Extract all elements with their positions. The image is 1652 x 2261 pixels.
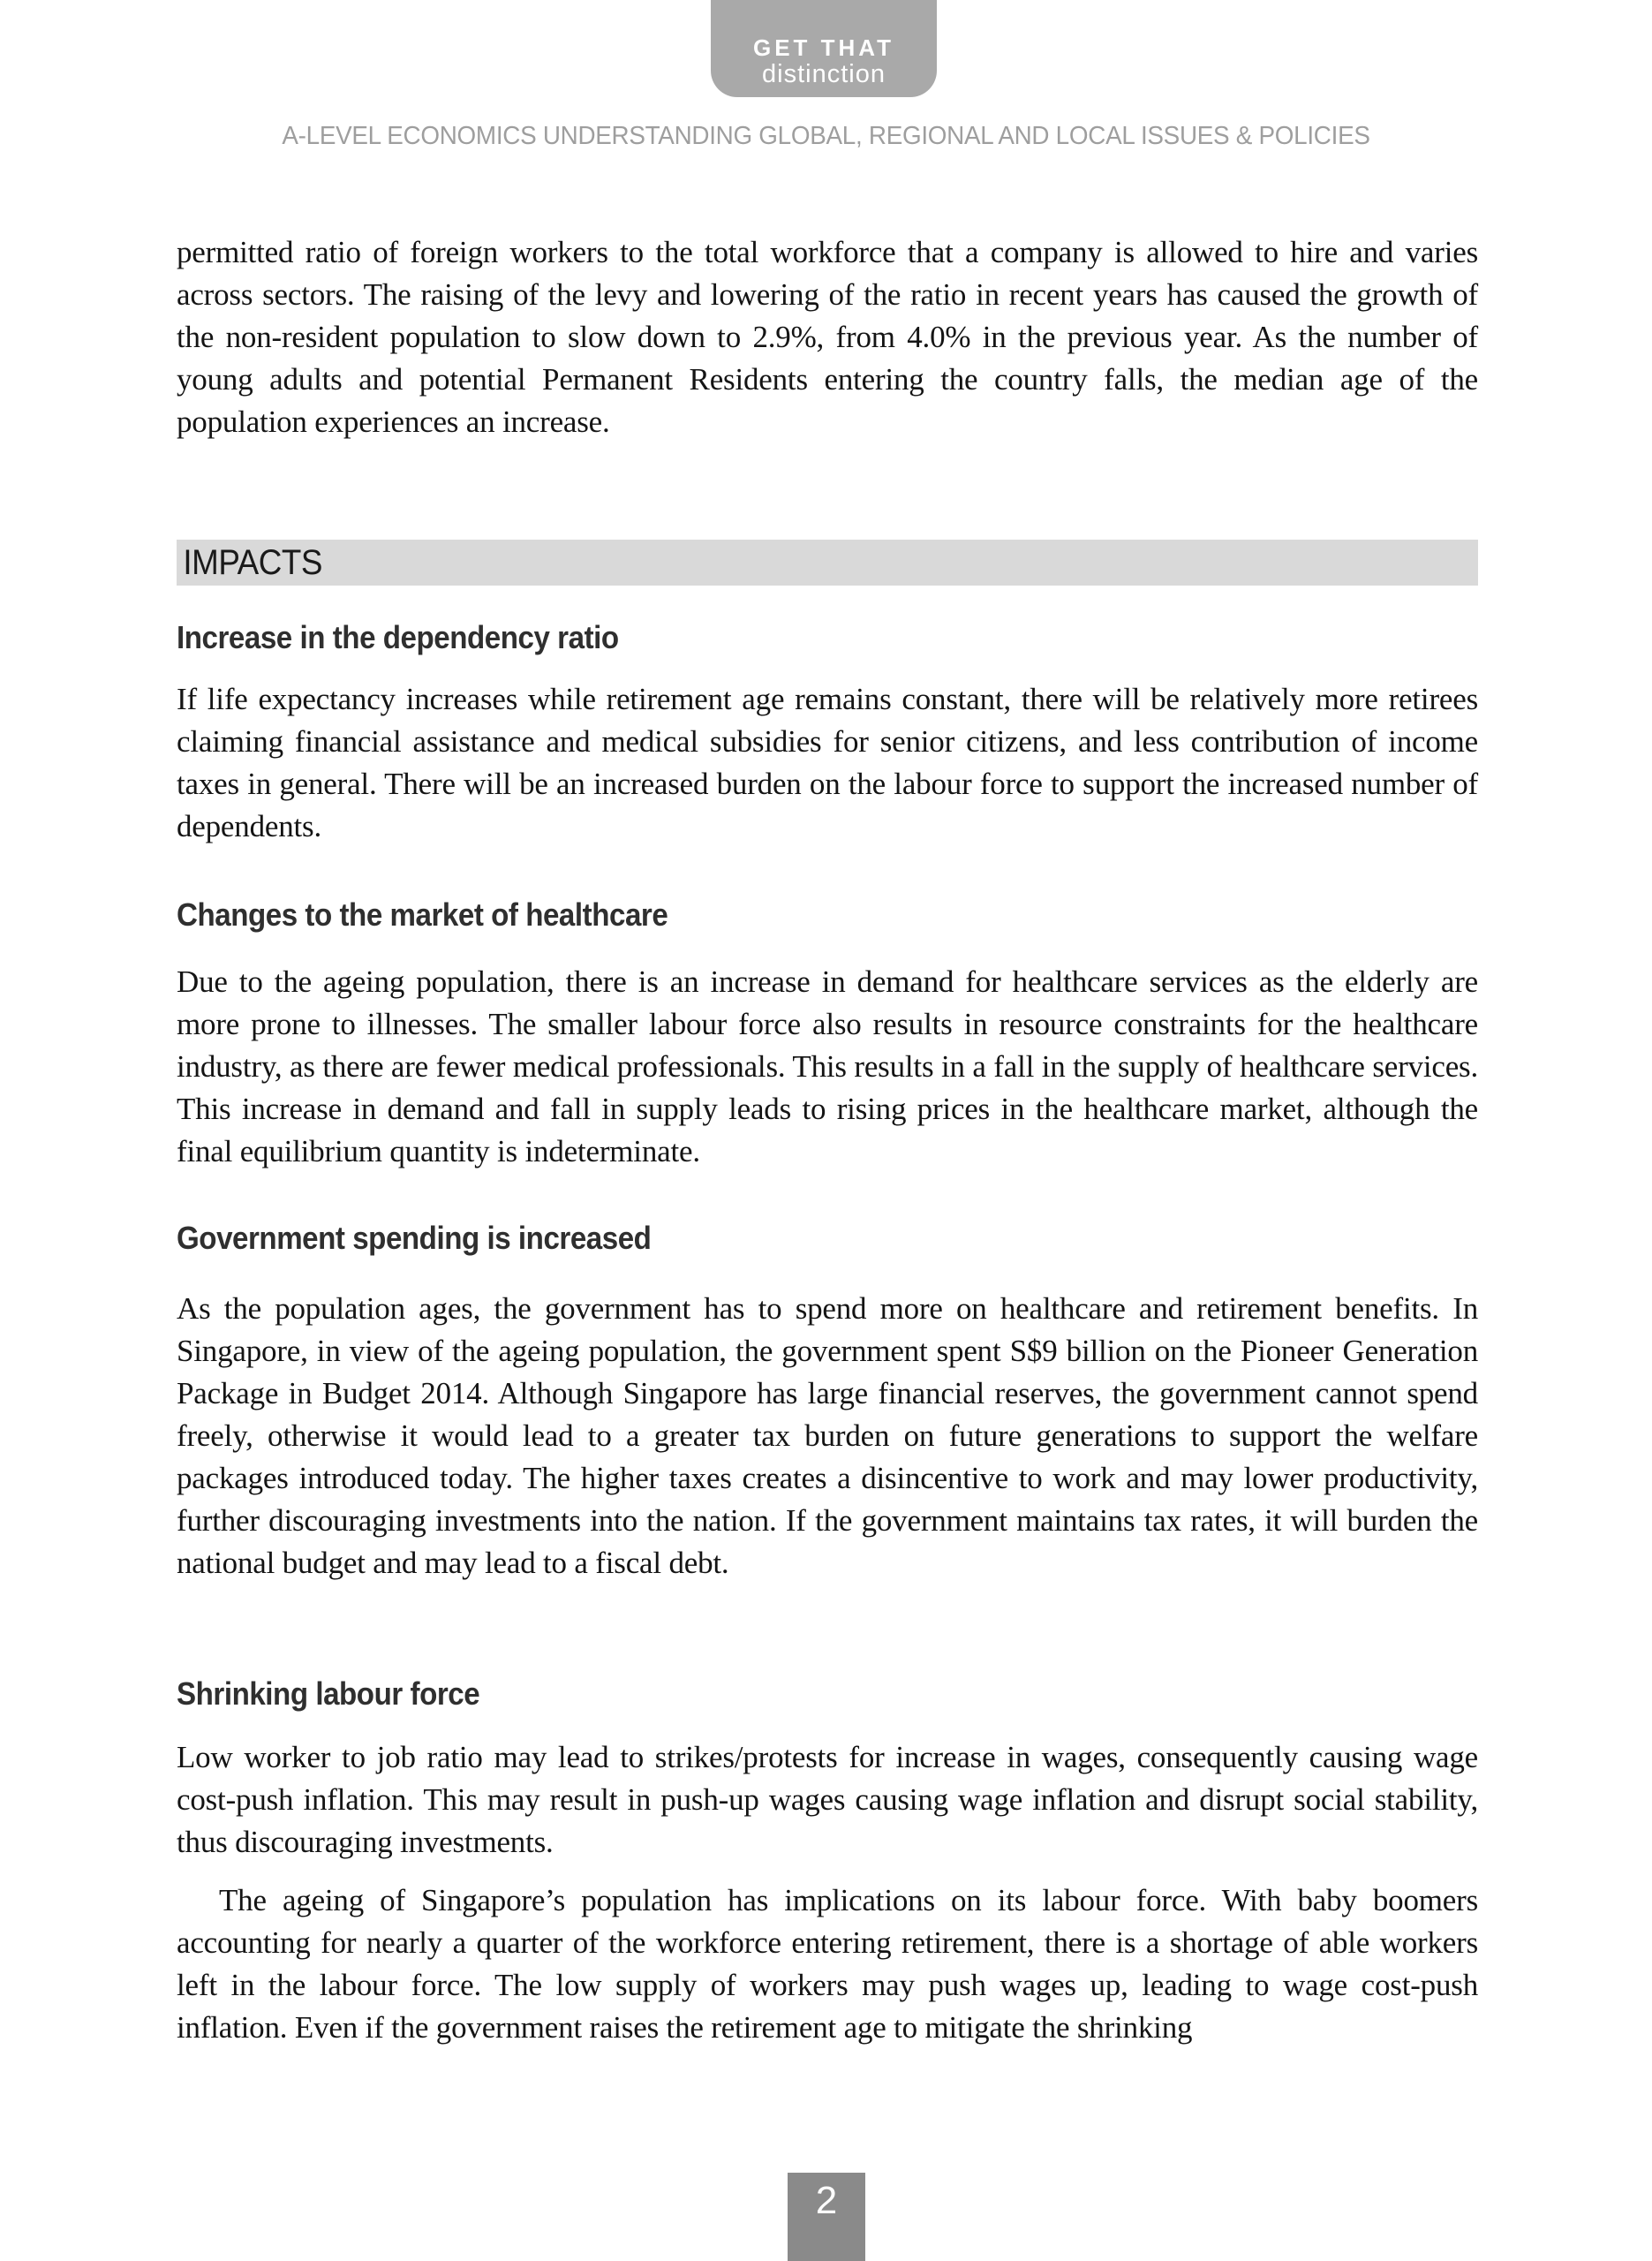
get-that-distinction-logo (711, 0, 937, 97)
paragraph-shrinking-labour-force-1: Low worker to job ratio may lead to strikes/protests for increase in wages, consequently causing wage cost-push inflation. This may result in push-up wages causing wage inflation and disrupt social stability, thus discouraging investments. (177, 1740, 1478, 1859)
subheading-shrinking-labour-force: Shrinking labour force (177, 1675, 480, 1712)
logo-line1: GET THAT (752, 34, 895, 61)
running-header-title: A-LEVEL ECONOMICS UNDERSTANDING GLOBAL, REGIONAL AND LOCAL ISSUES & POLICIES (282, 122, 1370, 150)
page-number: 2 (815, 2179, 838, 2222)
intro-paragraph: permitted ratio of foreign workers to the total workforce that a company is allowed to hire and varies across sectors. The raising of the levy and lowering of the ratio in recent years has caused the growth of the non-resident population to slow down to 2.9%, from 4.0% in the previous year. As the number of young adults and potential Permanent Residents entering the country falls, the median age of the population experiences an increase. (177, 235, 1478, 439)
subheading-dependency-ratio: Increase in the dependency ratio (177, 619, 619, 655)
subheading-healthcare-market: Changes to the market of healthcare (177, 896, 668, 933)
page-number-box (788, 2173, 865, 2261)
paragraph-healthcare-market: Due to the ageing population, there is an increase in demand for healthcare services as the elderly are more prone to illnesses. The smaller labour force also results in resource constraints for the healthcare industry, as there are fewer medical professionals. This results in a fall in the supply of healthcare services. This increase in demand and fall in supply leads to rising prices in the healthcare market, although the final equilibrium quantity is indeterminate. (177, 964, 1478, 1168)
logo-line2: distinction (762, 60, 886, 88)
impacts-section-bar (177, 540, 1478, 586)
paragraph-government-spending: As the population ages, the government has to spend more on healthcare and retirement benefits. In Singapore, in view of the ageing population, the government spent S$9 billion on the Pioneer Generation Package in Budget 2014. Although Singapore has large financial reserves, the government cannot spend freely, otherwise it would lead to a greater tax burden on future generations to support the welfare packages introduced today. The higher taxes creates a disincentive to work and may lower productivity, further discouraging investments into the nation. If the government maintains tax rates, it will burden the national budget and may lead to a fiscal debt. (177, 1291, 1478, 1580)
subheading-government-spending: Government spending is increased (177, 1220, 652, 1256)
section-heading: IMPACTS (183, 543, 322, 582)
paragraph-shrinking-labour-force-2: The ageing of Singapore’s population has implications on its labour force. With baby boomers accounting for nearly a quarter of the workforce entering retirement, there is a shortage of able workers left in the labour force. The low supply of workers may push wages up, leading to wage cost-push inflation. Even if the government raises the retirement age to mitigate the shrinking (177, 1883, 1478, 2045)
paragraph-dependency-ratio: If life expectancy increases while retirement age remains constant, there will be relatively more retirees claiming financial assistance and medical subsidies for senior citizens, and less contribution of income taxes in general. There will be an increased burden on the labour force to support the increased number of dependents. (177, 682, 1478, 843)
